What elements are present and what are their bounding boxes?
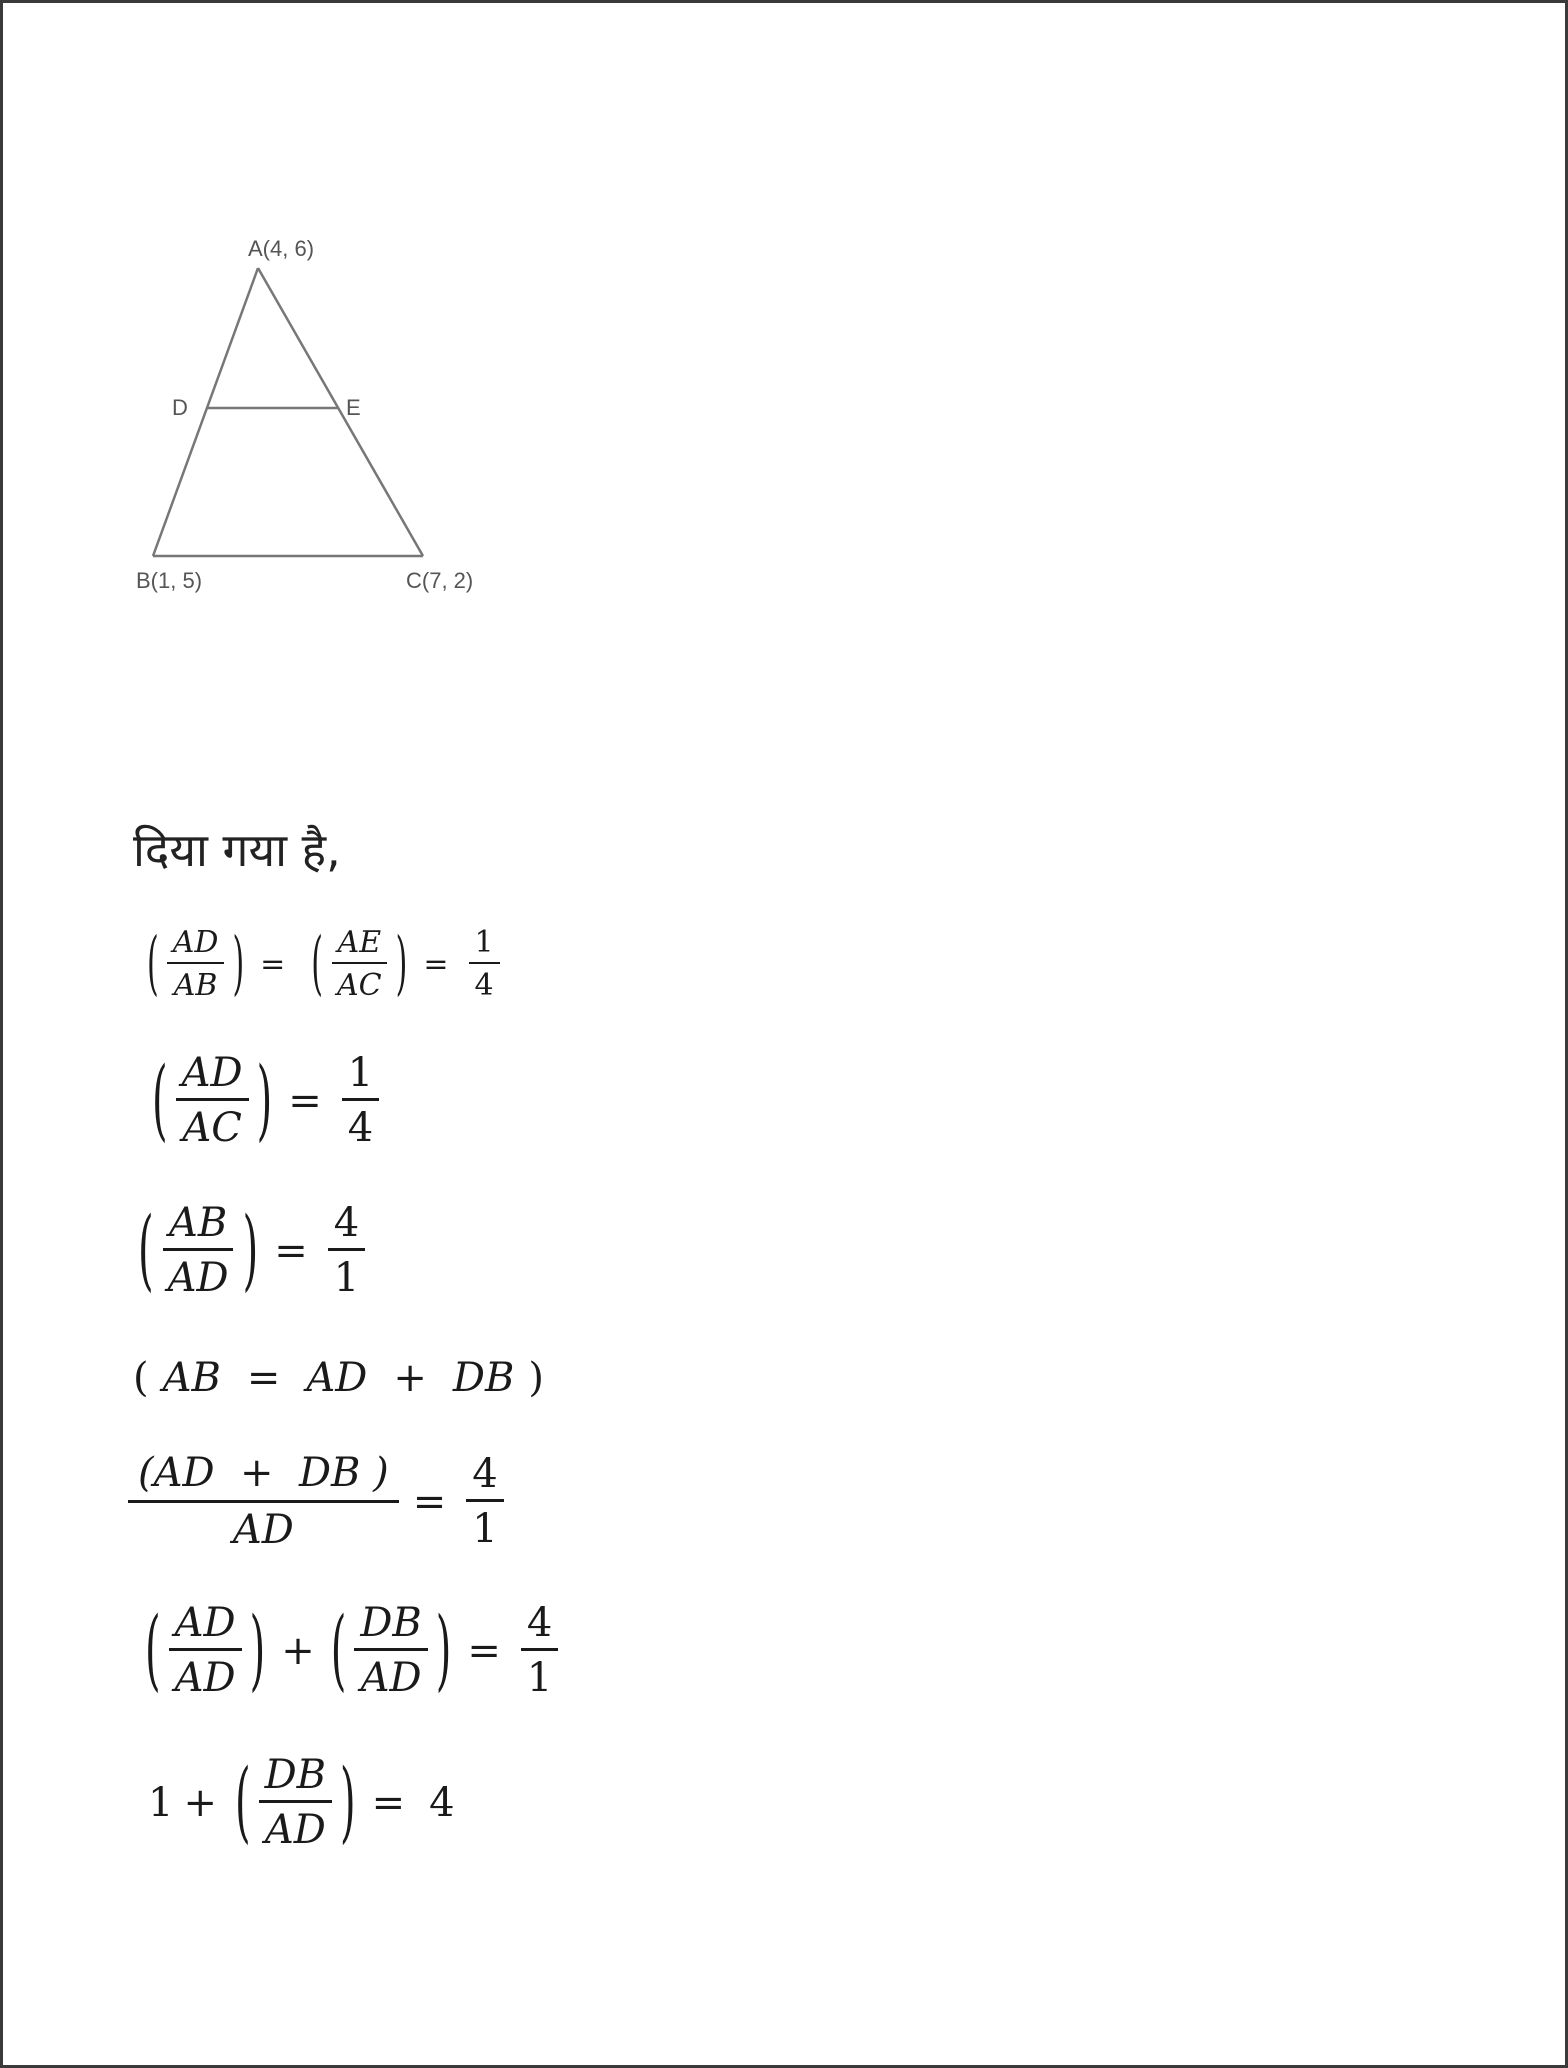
right-paren: ) [528, 1355, 544, 1401]
left-paren: ( [147, 923, 159, 1005]
equals-sign: = [260, 946, 286, 982]
equation-7 [148, 1752, 455, 1853]
fraction-ad-ab [167, 925, 225, 1003]
term-ab: AB [162, 1355, 221, 1401]
numerator: 1 [469, 925, 500, 964]
label-vertex-a: A(4, 6) [248, 236, 315, 261]
equals-sign: = [423, 946, 449, 982]
fraction-one-four [469, 925, 500, 1003]
denominator: AD [174, 1655, 236, 1701]
label-point-e: E [346, 395, 361, 420]
equals-sign: = [246, 1355, 281, 1401]
result-four: 4 [429, 1779, 455, 1826]
left-paren: ( [311, 923, 324, 1005]
numerator: 4 [466, 1451, 503, 1502]
label-vertex-c: C(7, 2) [406, 568, 474, 593]
equation-2 [150, 1050, 385, 1151]
intro-text: दिया गया है, [133, 823, 341, 877]
fraction-four-one [521, 1600, 558, 1701]
denominator: AD [264, 1807, 326, 1853]
numerator: (AD + DB ) [128, 1450, 399, 1503]
denominator: 1 [333, 1255, 360, 1301]
fraction-sum-over-ad [128, 1450, 399, 1553]
denominator: AC [337, 968, 382, 1003]
label-point-d: D [172, 395, 188, 420]
right-paren: ) [340, 1751, 356, 1854]
equals-sign: = [371, 1779, 406, 1826]
plus-sign: + [393, 1355, 427, 1401]
denominator: AD [232, 1507, 294, 1553]
fraction-one-four [342, 1050, 379, 1151]
equals-sign: = [412, 1478, 447, 1525]
triangle-figure [128, 222, 508, 612]
left-paren: ( [234, 1751, 251, 1854]
left-paren: ( [145, 1599, 161, 1702]
denominator: AD [360, 1655, 422, 1701]
term-one: 1 [148, 1779, 174, 1826]
equation-5 [128, 1450, 510, 1553]
numerator: AD [169, 1600, 242, 1651]
numerator: DB [259, 1752, 332, 1803]
denominator: AB [173, 968, 218, 1003]
plus-sign: + [281, 1627, 315, 1674]
term-db: DB [452, 1355, 515, 1401]
right-paren: ) [256, 1049, 273, 1152]
fraction-four-one [328, 1200, 365, 1301]
numerator: AB [163, 1200, 233, 1251]
denominator: AD [167, 1255, 229, 1301]
left-paren: ( [330, 1599, 347, 1702]
fraction-ab-ad [162, 1200, 235, 1301]
side-ac [258, 268, 423, 556]
fraction-ad-ad [169, 1600, 242, 1701]
numerator: 4 [521, 1600, 558, 1651]
left-paren: ( [138, 1199, 154, 1302]
term-ad: AD [306, 1355, 368, 1401]
left-paren: ( [152, 1049, 168, 1152]
right-paren: ) [249, 1599, 266, 1702]
equation-4 [133, 1355, 544, 1401]
numerator: 4 [328, 1200, 365, 1251]
denominator: 4 [347, 1105, 374, 1151]
numerator: 1 [342, 1050, 379, 1101]
equation-6 [143, 1600, 564, 1701]
equation-3 [136, 1200, 371, 1301]
fraction-ae-ac [331, 925, 388, 1003]
fraction-four-one [466, 1451, 503, 1552]
denominator: AC [182, 1105, 242, 1151]
denominator: 1 [472, 1506, 498, 1552]
plus-sign: + [183, 1779, 217, 1826]
side-ab [153, 268, 258, 556]
numerator: DB [354, 1600, 427, 1651]
triangle-diagram [128, 222, 508, 612]
right-paren: ) [435, 1599, 452, 1702]
numerator: AE [332, 925, 388, 964]
right-paren: ) [395, 923, 408, 1005]
numerator: AD [167, 925, 225, 964]
denominator: 4 [474, 968, 494, 1003]
fraction-ad-ac [176, 1050, 249, 1151]
equals-sign: = [288, 1077, 322, 1124]
fraction-db-ad [354, 1600, 427, 1701]
left-paren: ( [133, 1355, 149, 1401]
right-paren: ) [242, 1199, 259, 1302]
denominator: 1 [526, 1655, 553, 1701]
fraction-db-ad [259, 1752, 332, 1853]
numerator: AD [176, 1050, 249, 1101]
equation-1 [145, 925, 506, 1003]
equals-sign: = [467, 1627, 501, 1674]
label-vertex-b: B(1, 5) [136, 568, 203, 593]
equals-sign: = [274, 1227, 308, 1274]
right-paren: ) [232, 923, 245, 1005]
